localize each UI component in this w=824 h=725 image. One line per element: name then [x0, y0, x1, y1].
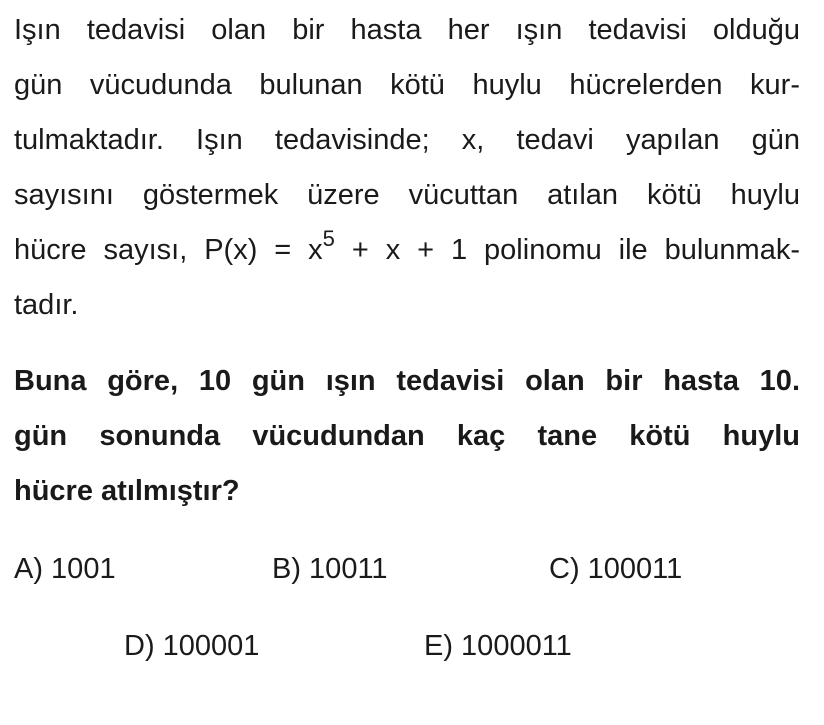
choice-c[interactable]: C) 100011	[549, 553, 683, 585]
stem-line-2: gün vücudunda bulunan kötü huylu hücrelerden kur-	[14, 69, 800, 101]
prompt-line-3: hücre atılmıştır?	[14, 475, 240, 507]
question-block	[14, 0, 800, 519]
question-prompt	[14, 354, 800, 519]
stem-line-5	[14, 223, 800, 278]
polynomial-text-after: + x + 1 polinomu ile bulunmak-	[334, 234, 800, 266]
choice-d[interactable]: D) 100001	[124, 630, 260, 662]
choice-e[interactable]: E) 1000011	[424, 630, 572, 662]
stem-line-1: Işın tedavisi olan bir hasta her ışın tedavisi olduğu	[14, 14, 800, 46]
polynomial-exponent: 5	[322, 226, 335, 251]
stem-line-3: tulmaktadır. Işın tedavisinde; x, tedavi yapılan gün	[14, 124, 800, 156]
stem-line-4: sayısını göstermek üzere vücuttan atılan kötü huylu	[14, 179, 800, 211]
polynomial-text-before: hücre sayısı, P(x) = x	[14, 234, 323, 266]
prompt-line-2: gün sonunda vücudundan kaç tane kötü huylu	[14, 420, 800, 452]
prompt-line-1: Buna göre, 10 gün ışın tedavisi olan bir hasta 10.	[14, 365, 800, 397]
stem-line-6: tadır.	[14, 289, 79, 321]
question-stem	[14, 0, 800, 333]
choice-a[interactable]: A) 1001	[14, 553, 116, 585]
choice-b[interactable]: B) 10011	[272, 553, 388, 585]
